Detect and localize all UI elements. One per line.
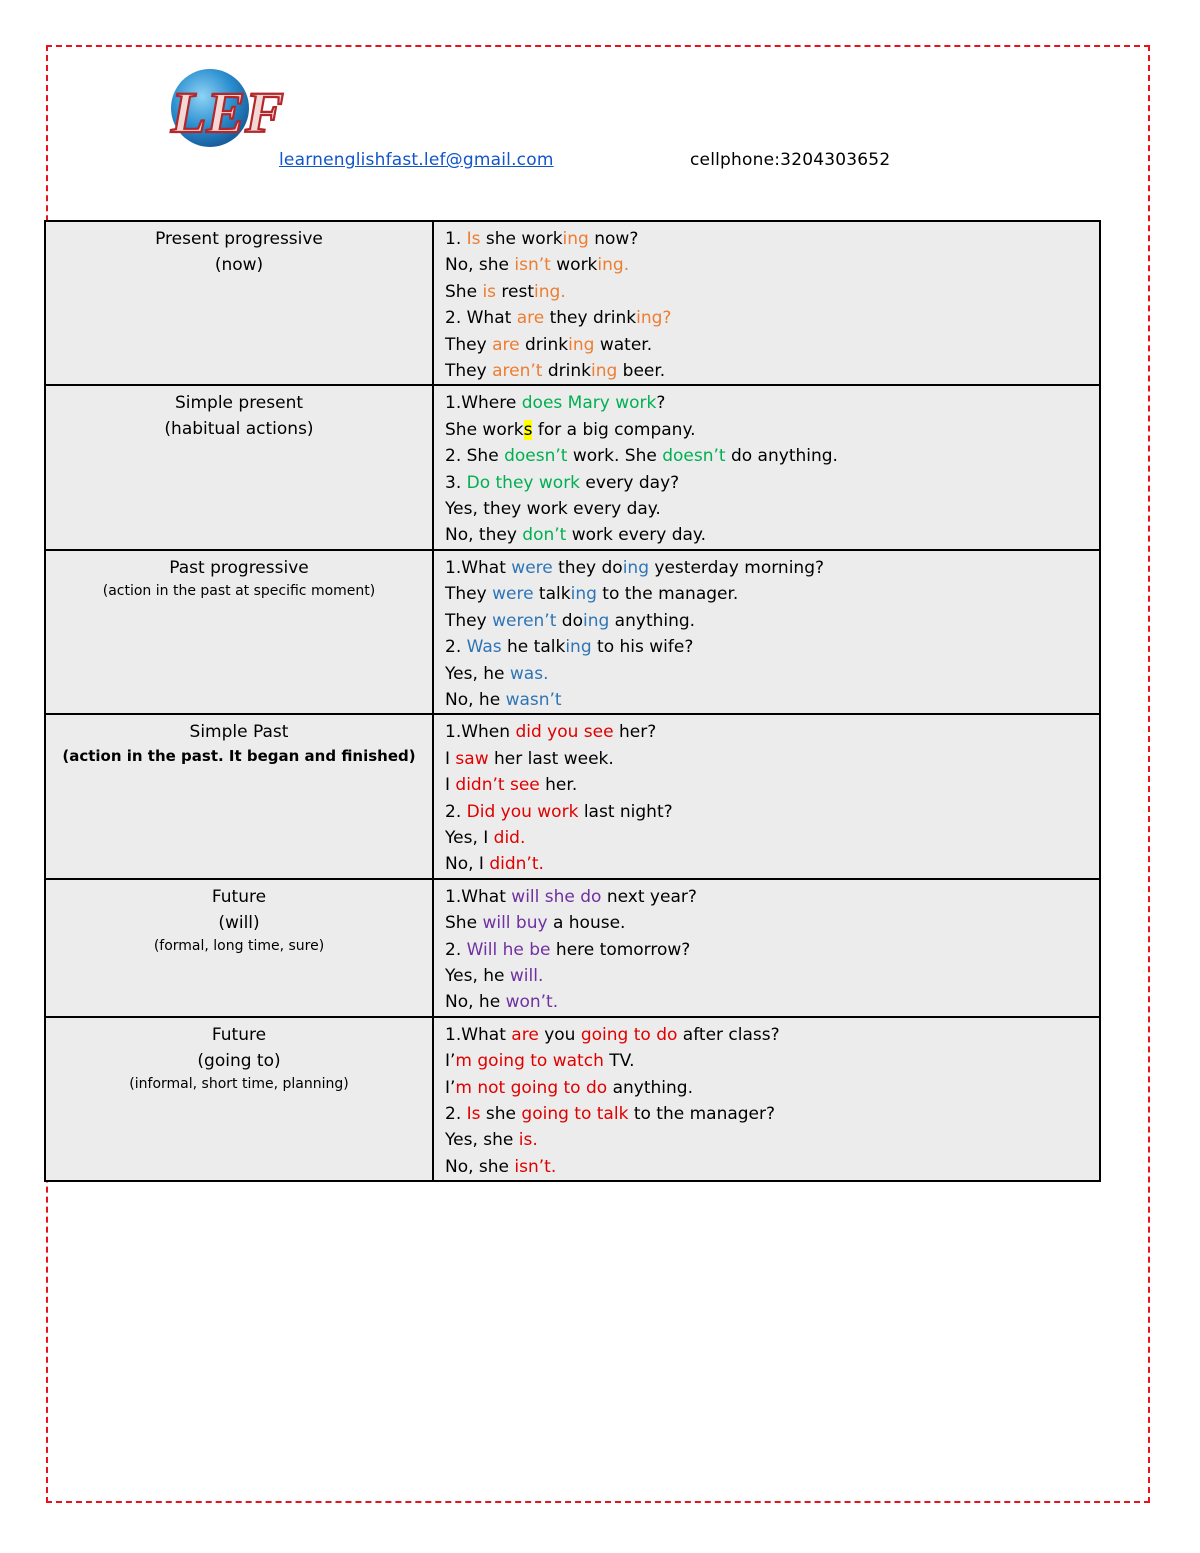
examples-cell <box>433 714 1100 878</box>
sentence-text: Yes, she <box>445 1130 519 1151</box>
highlighted-grammar-word: ing <box>568 334 595 355</box>
tense-label-cell <box>45 221 433 385</box>
tense-name: Present progressive <box>155 229 323 249</box>
table-row <box>45 714 1100 878</box>
tense-note: (action in the past at specific moment) <box>102 582 376 599</box>
sentence-text: last night? <box>578 801 673 822</box>
sentence-text: work <box>550 255 598 276</box>
sentence-text: They <box>445 361 493 382</box>
example-sentence <box>445 937 1099 963</box>
sentence-text: she <box>480 1104 522 1124</box>
example-sentence <box>445 443 1099 469</box>
tense-label-cell <box>45 879 433 1017</box>
examples-cell <box>433 879 1100 1017</box>
sentence-text: Yes, I <box>445 827 494 848</box>
sentence-text: 3. <box>445 472 467 493</box>
highlighted-grammar-word: ing <box>590 361 618 382</box>
sentence-text: he talk <box>501 637 566 658</box>
sentence-text: do <box>556 610 583 631</box>
example-sentence <box>445 496 1099 522</box>
sentence-text: No, she <box>445 255 515 276</box>
sentence-text: her? <box>613 722 657 743</box>
example-sentence <box>445 989 1099 1015</box>
sentence-text: 2. She <box>445 446 505 467</box>
sentence-text: after class? <box>677 1024 780 1045</box>
example-sentence <box>445 1048 1099 1074</box>
logo-lettering: LEF <box>171 80 284 145</box>
sentence-text: drink <box>542 361 591 382</box>
example-sentence <box>445 522 1099 548</box>
example-sentence <box>445 1022 1099 1048</box>
sentence-text: ? <box>656 393 666 414</box>
highlighted-grammar-word: didn’t. <box>489 854 544 875</box>
highlighted-grammar-word: s <box>523 419 533 440</box>
sentence-text: 1.What <box>445 1024 512 1045</box>
highlighted-grammar-word: isn’t <box>514 255 551 276</box>
sentence-text: for a big company. <box>532 419 696 440</box>
highlighted-grammar-word: ing <box>570 584 597 605</box>
sentence-text: work. She <box>567 446 663 467</box>
examples-cell <box>433 550 1100 714</box>
sentence-text: her last week. <box>488 748 614 769</box>
phone-number: cellphone:3204303652 <box>690 150 891 170</box>
tense-note: (informal, short time, planning) <box>129 1075 349 1092</box>
table-row <box>45 1017 1100 1181</box>
sentence-text: to his wife? <box>591 637 694 658</box>
sentence-text: you <box>538 1024 581 1045</box>
example-sentence <box>445 1127 1099 1153</box>
sentence-text: I’ <box>445 1077 456 1098</box>
tense-note: (formal, long time, sure) <box>153 937 325 954</box>
highlighted-grammar-word: wasn’t <box>505 689 562 710</box>
tense-usage: (will) <box>218 912 260 933</box>
example-sentence <box>445 608 1099 634</box>
highlighted-grammar-word: were <box>492 584 534 605</box>
sentence-text: do anything. <box>725 446 838 467</box>
example-sentence <box>445 719 1099 745</box>
sentence-text: She work <box>445 419 524 440</box>
highlighted-grammar-word: did you see <box>515 722 614 743</box>
examples-cell <box>433 221 1100 385</box>
sentence-text: 1.Where <box>445 393 522 414</box>
sentence-text: No, he <box>445 992 506 1013</box>
highlighted-grammar-word: Do they work <box>466 472 581 493</box>
example-sentence <box>445 555 1099 581</box>
example-sentence <box>445 358 1099 384</box>
tense-usage: (action in the past. It began and finished) <box>62 747 416 766</box>
highlighted-grammar-word: won’t. <box>505 992 559 1013</box>
example-sentence <box>445 390 1099 416</box>
sentence-text: work every day. <box>566 525 706 546</box>
tense-table <box>44 220 1101 1182</box>
example-sentence <box>445 226 1099 252</box>
highlighted-grammar-word: is <box>482 281 497 302</box>
sentence-text: they drink <box>544 308 637 329</box>
highlighted-grammar-word: are <box>492 334 520 355</box>
example-sentence <box>445 963 1099 989</box>
sentence-text: rest <box>496 281 535 302</box>
sentence-text: No, I <box>445 854 490 875</box>
highlighted-grammar-word: saw <box>455 748 489 769</box>
highlighted-grammar-word: ing <box>562 229 589 249</box>
highlighted-grammar-word: didn’t see <box>455 775 540 796</box>
sentence-text: TV. <box>603 1051 635 1072</box>
highlighted-grammar-word: ing? <box>636 308 672 329</box>
highlighted-grammar-word: going to talk <box>521 1104 629 1124</box>
sentence-text: She <box>445 913 483 934</box>
lef-logo <box>165 68 284 150</box>
highlighted-grammar-word: was. <box>509 663 549 684</box>
example-sentence <box>445 661 1099 687</box>
highlighted-grammar-word: will she do <box>511 886 602 907</box>
highlighted-grammar-word: are <box>516 308 545 329</box>
highlighted-grammar-word: don’t <box>522 525 567 546</box>
sentence-text: her. <box>539 775 578 796</box>
highlighted-grammar-word: were <box>511 557 553 578</box>
example-sentence <box>445 305 1099 331</box>
sentence-text: talk <box>533 584 571 605</box>
sentence-text: I <box>445 748 456 769</box>
example-sentence <box>445 279 1099 305</box>
example-sentence <box>445 910 1099 936</box>
sentence-text: 1.What <box>445 557 512 578</box>
example-sentence <box>445 772 1099 798</box>
sentence-text: anything. <box>607 1077 693 1098</box>
example-sentence <box>445 746 1099 772</box>
example-sentence <box>445 252 1099 278</box>
tense-usage: (now) <box>214 255 264 275</box>
highlighted-grammar-word: Is <box>466 1104 481 1124</box>
highlighted-grammar-word: ing <box>582 610 610 631</box>
sentence-text: water. <box>594 334 653 355</box>
tense-name: Simple Past <box>189 722 289 743</box>
sentence-text: 2. What <box>445 308 517 329</box>
tense-label-cell <box>45 385 433 549</box>
examples-cell <box>433 1017 1100 1181</box>
example-sentence <box>445 1075 1099 1101</box>
table-row <box>45 385 1100 549</box>
sentence-text: drink <box>519 334 569 355</box>
highlighted-grammar-word: Is <box>466 229 481 249</box>
sentence-text: 2. <box>445 637 467 658</box>
highlighted-grammar-word: are <box>511 1024 539 1045</box>
sentence-text: No, he <box>445 689 506 710</box>
email-link[interactable]: learnenglishfast.lef@gmail.com <box>279 150 554 170</box>
highlighted-grammar-word: isn’t. <box>514 1156 557 1177</box>
tense-label-cell <box>45 714 433 878</box>
highlighted-grammar-word: weren’t <box>492 610 557 631</box>
highlighted-grammar-word: doesn’t <box>504 446 568 467</box>
sentence-text: I’ <box>445 1051 456 1072</box>
highlighted-grammar-word: will buy <box>482 913 548 934</box>
highlighted-grammar-word: Was <box>466 637 502 658</box>
sentence-text: 1.When <box>445 722 516 743</box>
sentence-text: No, she <box>445 1156 515 1177</box>
highlighted-grammar-word: going to do <box>580 1024 678 1045</box>
sentence-text: She <box>445 281 483 302</box>
tense-label-cell <box>45 550 433 714</box>
example-sentence <box>445 332 1099 358</box>
example-sentence <box>445 851 1099 877</box>
sentence-text: They <box>445 334 493 355</box>
sentence-text: Yes, he <box>445 965 510 986</box>
highlighted-grammar-word: m going to watch <box>455 1051 604 1072</box>
sentence-text: 2. <box>445 939 467 960</box>
sentence-text: 2. <box>445 1104 467 1124</box>
tense-usage: (habitual actions) <box>164 419 314 440</box>
tense-name: Future <box>211 1024 267 1045</box>
example-sentence <box>445 581 1099 607</box>
highlighted-grammar-word: m not going to do <box>455 1077 608 1098</box>
highlighted-grammar-word: doesn’t <box>662 446 726 467</box>
highlighted-grammar-word: Did you work <box>466 801 579 822</box>
table-row <box>45 221 1100 385</box>
sentence-text: No, they <box>445 525 523 546</box>
sentence-text: to the manager. <box>596 584 739 605</box>
highlighted-grammar-word: aren’t <box>492 361 543 382</box>
sentence-text: 1.What <box>445 886 512 907</box>
sentence-text: she work <box>480 229 563 249</box>
highlighted-grammar-word: ing <box>565 637 592 658</box>
sentence-text: to the manager? <box>628 1104 776 1124</box>
example-sentence <box>445 417 1099 443</box>
tense-label-cell <box>45 1017 433 1181</box>
table-row <box>45 550 1100 714</box>
highlighted-grammar-word: ing <box>622 557 649 578</box>
sentence-text: 2. <box>445 801 467 822</box>
highlighted-grammar-word: Will he be <box>466 939 551 960</box>
sentence-text: beer. <box>617 361 666 382</box>
tense-name: Future <box>211 886 267 907</box>
example-sentence <box>445 825 1099 851</box>
sentence-text: Yes, they work every day. <box>445 499 661 520</box>
sentence-text: now? <box>588 229 639 249</box>
example-sentence <box>445 634 1099 660</box>
sentence-text: they do <box>552 557 623 578</box>
highlighted-grammar-word: did. <box>493 827 526 848</box>
tense-name: Simple present <box>174 393 304 414</box>
sentence-text: every day? <box>580 472 680 493</box>
sentence-text: next year? <box>601 886 697 907</box>
highlighted-grammar-word: is. <box>518 1130 538 1151</box>
highlighted-grammar-word: will. <box>509 965 544 986</box>
example-sentence <box>445 1154 1099 1180</box>
highlighted-grammar-word: ing. <box>597 255 630 276</box>
sentence-text: They <box>445 584 493 605</box>
example-sentence <box>445 687 1099 713</box>
sentence-text: Yes, he <box>445 663 510 684</box>
example-sentence <box>445 470 1099 496</box>
table-row <box>45 879 1100 1017</box>
tense-name: Past progressive <box>169 557 309 578</box>
tense-usage: (going to) <box>197 1050 281 1071</box>
sentence-text: yesterday morning? <box>649 557 825 578</box>
sentence-text: 1. <box>445 229 467 249</box>
highlighted-grammar-word: does Mary work <box>521 393 657 414</box>
example-sentence <box>445 884 1099 910</box>
sentence-text: here tomorrow? <box>550 939 691 960</box>
sentence-text: a house. <box>547 913 626 934</box>
example-sentence <box>445 1101 1099 1127</box>
sentence-text: I <box>445 775 456 796</box>
sentence-text: They <box>445 610 493 631</box>
highlighted-grammar-word: ing. <box>534 281 566 302</box>
examples-cell <box>433 385 1100 549</box>
sentence-text: anything. <box>609 610 696 631</box>
example-sentence <box>445 799 1099 825</box>
